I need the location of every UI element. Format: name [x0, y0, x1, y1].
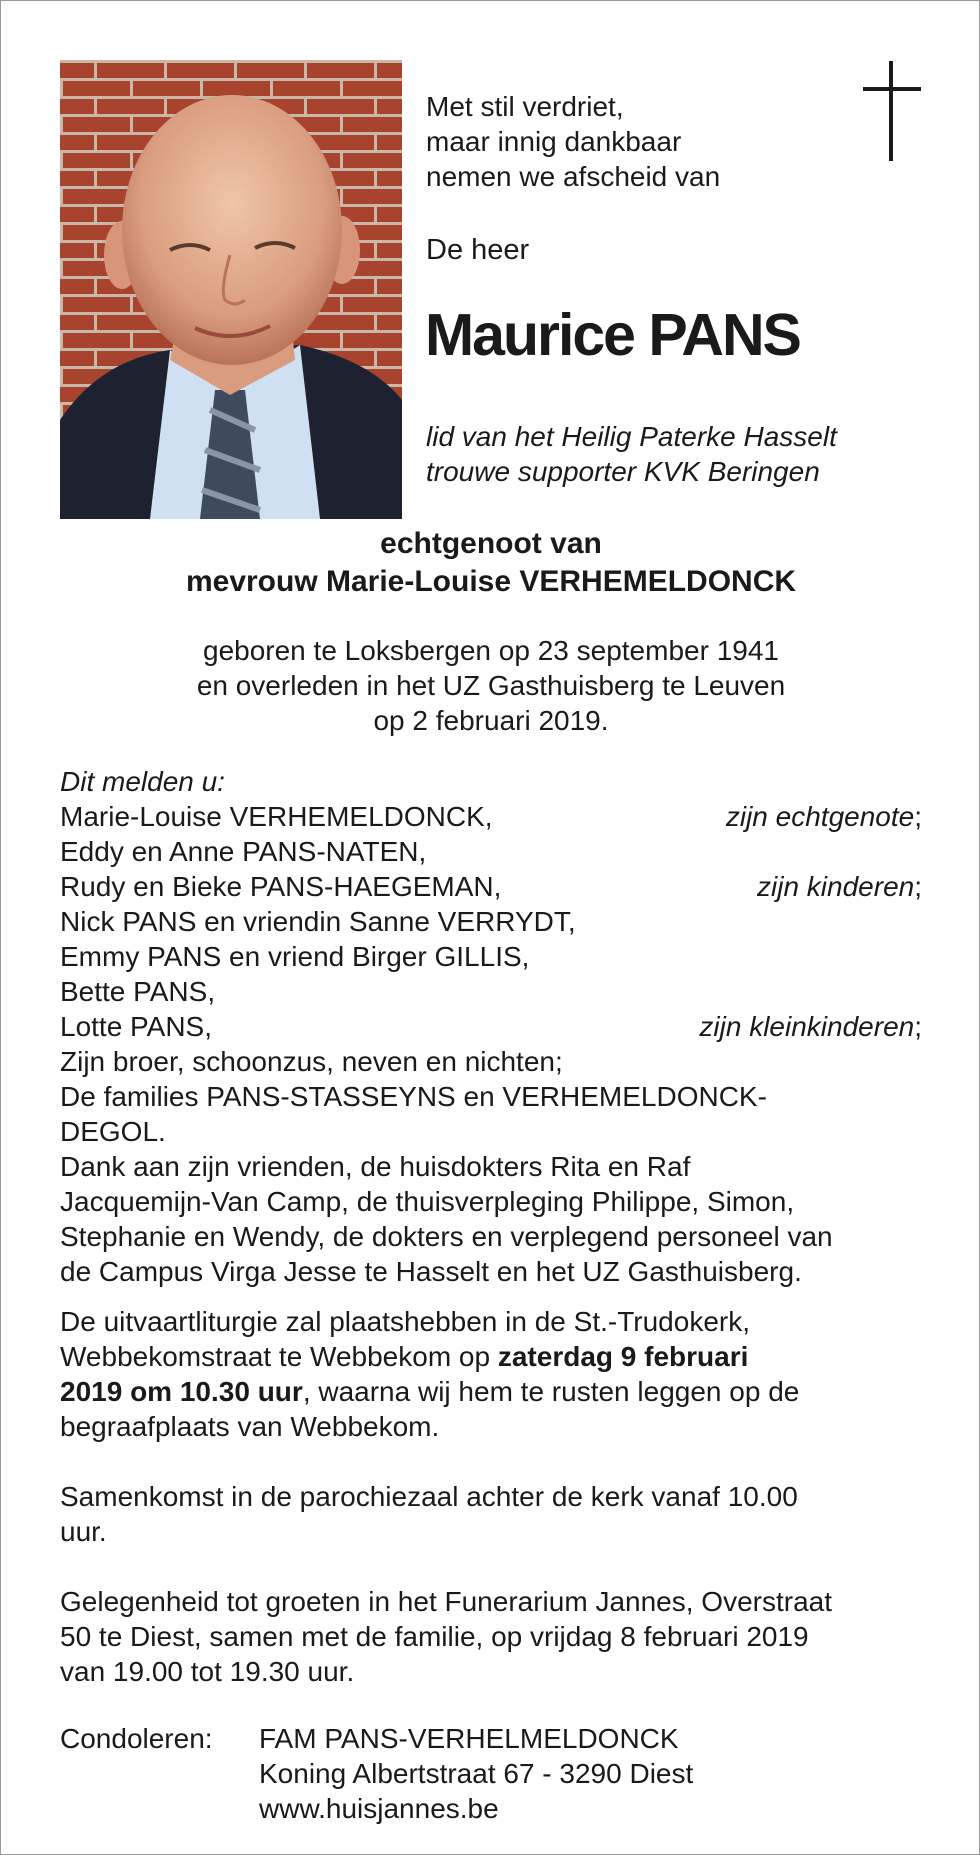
announcement-body [60, 764, 922, 1689]
family-row [60, 939, 922, 974]
greeting-line: 50 te Diest, samen met de familie, op vrijdag 8 februari 2019 [60, 1621, 809, 1652]
membership-line: lid van het Heilig Paterke Hasselt [426, 421, 837, 452]
condolences-family: FAM PANS-VERHELMELDONCK [259, 1723, 679, 1754]
greeting-info [60, 1584, 922, 1689]
dates-line: geboren te Loksbergen op 23 september 1941 [203, 635, 779, 666]
family-name: Marie-Louise VERHEMELDONCK, [60, 801, 493, 832]
family-role: zijn echtgenote; [725, 801, 922, 832]
funeral-line: Webbekomstraat te Webbekom op zaterdag 9 februari [60, 1341, 749, 1372]
condolences-address [259, 1721, 693, 1826]
family-name: Nick PANS en vriendin Sanne VERRYDT, [60, 906, 576, 937]
funeral-line: 2019 om 10.30 uur, waarna wij hem te rusten leggen op de [60, 1376, 800, 1407]
relatives-line: Zijn broer, schoonzus, neven en nichten; [60, 1046, 563, 1077]
thanks-line: Jacquemijn-Van Camp, de thuisverpleging Philippe, Simon, [60, 1186, 795, 1217]
gathering-line: uur. [60, 1516, 107, 1547]
intro-line: nemen we afscheid van [426, 161, 721, 192]
dates-line: op 2 februari 2019. [373, 705, 609, 736]
relatives-line: DEGOL. [60, 1116, 166, 1147]
thanks-line: Stephanie en Wendy, de dokters en verplegend personeel van [60, 1221, 833, 1252]
thanks-line: Dank aan zijn vrienden, de huisdokters Rita en Raf [60, 1151, 691, 1182]
life-dates [1, 633, 980, 738]
intro-line: maar innig dankbaar [426, 126, 682, 157]
family-row [60, 904, 922, 939]
intro-text [426, 89, 720, 194]
gathering-line: Samenkomst in de parochiezaal achter de kerk vanaf 10.00 [60, 1481, 798, 1512]
family-row [60, 799, 922, 834]
relatives-line: De families PANS-STASSEYNS en VERHEMELDONCK- [60, 1081, 767, 1112]
membership [426, 419, 837, 489]
condolences-website[interactable]: www.huisjannes.be [259, 1793, 499, 1824]
greeting-line: van 19.00 tot 19.30 uur. [60, 1656, 355, 1687]
cross-icon [863, 61, 921, 161]
membership-line: trouwe supporter KVK Beringen [426, 456, 820, 487]
family-name: Rudy en Bieke PANS-HAEGEMAN, [60, 871, 502, 902]
gathering-info [60, 1479, 922, 1549]
family-row [60, 974, 922, 1009]
dates-line: en overleden in het UZ Gasthuisberg te Leuven [196, 670, 786, 701]
family-row [60, 834, 922, 869]
condolences-label: Condoleren: [60, 1723, 213, 1754]
deceased-name: Maurice PANS [425, 302, 800, 368]
greeting-line: Gelegenheid tot groeten in het Funerarium Jannes, Overstraat [60, 1586, 832, 1617]
family-row [60, 1009, 922, 1044]
spouse-block [1, 525, 980, 601]
family-name: Emmy PANS en vriend Birger GILLIS, [60, 941, 530, 972]
spouse-name: mevrouw Marie-Louise VERHEMELDONCK [185, 565, 797, 598]
family-name: Lotte PANS, [60, 1011, 213, 1042]
family-role: zijn kinderen; [757, 871, 922, 902]
family-row [60, 869, 922, 904]
intro-line: Met stil verdriet, [426, 91, 624, 122]
family-name: Eddy en Anne PANS-NATEN, [60, 836, 427, 867]
family-role: zijn kleinkinderen; [699, 1011, 922, 1042]
spouse-line: echtgenoot van [380, 527, 602, 560]
family-name: Bette PANS, [60, 976, 216, 1007]
funeral-info [60, 1304, 922, 1444]
announce-label: Dit melden u: [60, 766, 225, 797]
condolences-street: Koning Albertstraat 67 - 3290 Diest [259, 1758, 694, 1789]
portrait-photo [60, 60, 402, 519]
honorific: De heer [426, 234, 530, 266]
funeral-line: begraafplaats van Webbekom. [60, 1411, 440, 1442]
funeral-line: De uitvaartliturgie zal plaatshebben in de St.-Trudokerk, [60, 1306, 750, 1337]
thanks-line: de Campus Virga Jesse te Hasselt en het UZ Gasthuisberg. [60, 1256, 802, 1287]
